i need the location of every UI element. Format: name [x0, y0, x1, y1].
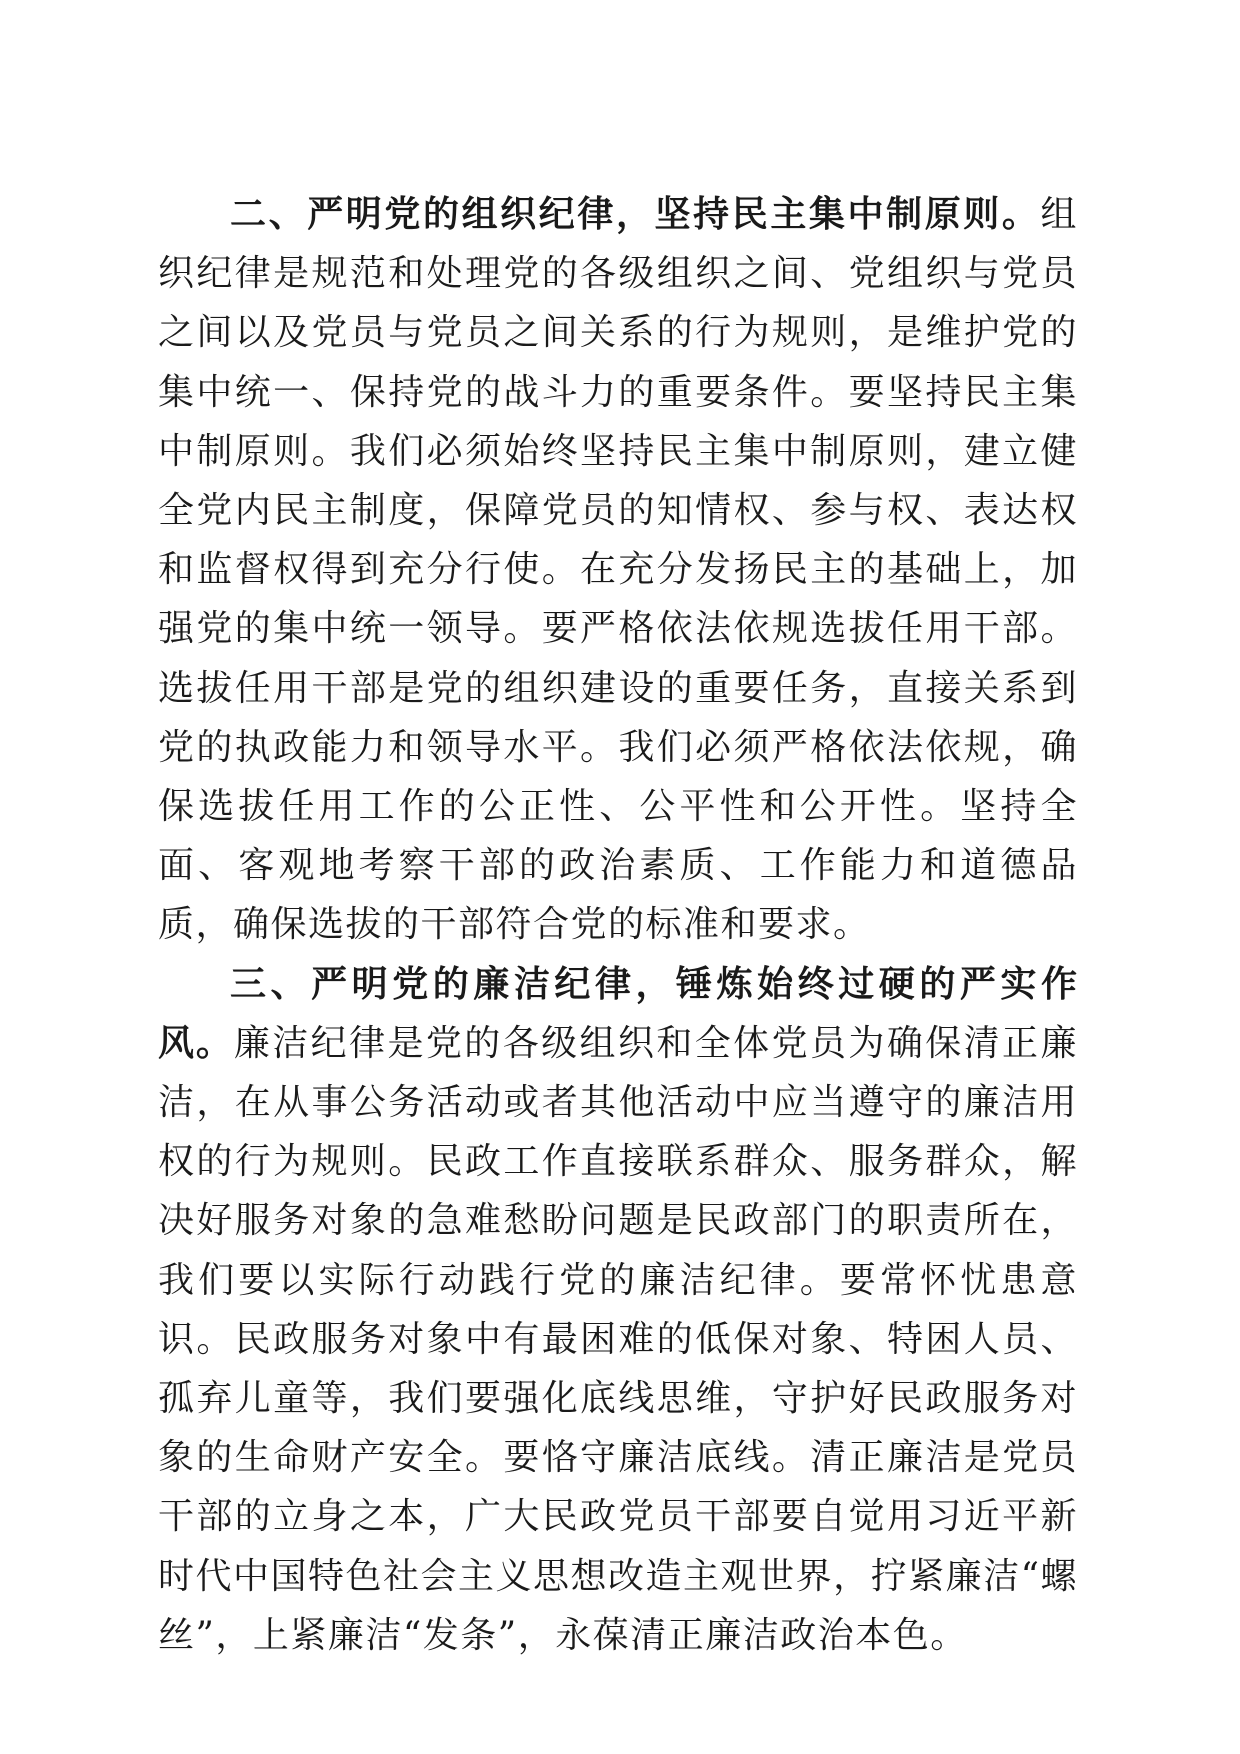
- paragraph-integrity-discipline: [158, 955, 1078, 1665]
- paragraph-text: 组织纪律是规范和处理党的各级组织之间、党组织与党员之间以及党员与党员之间关系的行为规则，是维护党的集中统一、保持党的战斗力的重要条件。要坚持民主集中制原则。我们必须始终坚持民主集中制原则，建立健全党内民主制度，保障党员的知情权、参与权、表达权和监督权得到充分行使。在充分发扬民主的基础上，加强党的集中统一领导。要严格依法依规选拔任用干部。选拔任用干部是党的组织建设的重要任务，直接关系到党的执政能力和领导水平。我们必须严格依法依规，确保选拔任用工作的公正性、公平性和公开性。坚持全面、客观地考察干部的政治素质、工作能力和道德品质，确保选拔的干部符合党的标准和要求。: [158, 194, 1078, 946]
- paragraph-heading: 二、严明党的组织纪律，坚持民主集中制原则。: [230, 194, 1041, 235]
- paragraph-heading: 三、严明党的廉洁纪律，锤炼始终过硬的严实作风。: [158, 963, 1078, 1064]
- document-body: [158, 185, 1078, 1665]
- paragraph-organizational-discipline: [158, 185, 1078, 955]
- paragraph-text: 廉洁纪律是党的各级组织和全体党员为确保清正廉洁，在从事公务活动或者其他活动中应当遵守的廉洁用权的行为规则。民政工作直接联系群众、服务群众，解决好服务对象的急难愁盼问题是民政部门的职责所在，我们要以实际行动践行党的廉洁纪律。要常怀忧患意识。民政服务对象中有最困难的低保对象、特困人员、孤弃儿童等，我们要强化底线思维，守护好民政服务对象的生命财产安全。要恪守廉洁底线。清正廉洁是党员干部的立身之本，广大民政党员干部要自觉用习近平新时代中国特色社会主义思想改造主观世界，拧紧廉洁“螺丝”，上紧廉洁“发条”，永葆清正廉洁政治本色。: [158, 1022, 1078, 1656]
